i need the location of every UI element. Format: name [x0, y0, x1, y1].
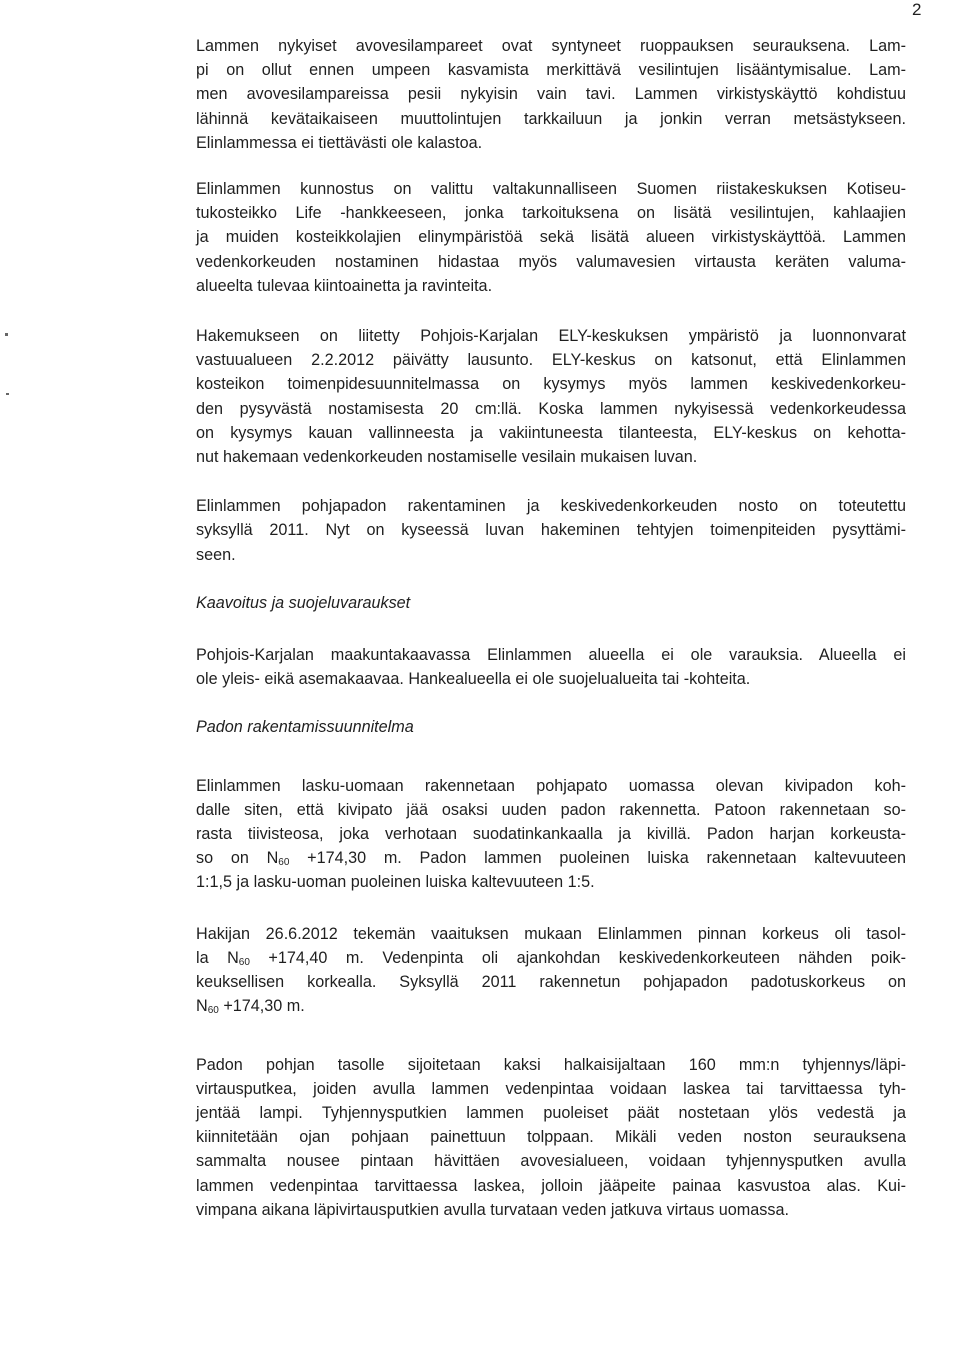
- section-heading-dam-plan: Padon rakentamissuunnitelma: [196, 718, 414, 737]
- text-line: syksyllä 2011. Nyt on kyseessä luvan hakeminen tehtyjen toimenpiteiden pysyttämi-: [196, 521, 906, 540]
- paragraph-lake-current-state: [196, 34, 906, 155]
- text-line: sammalta nousee pintaan hävittäen avovesialueen, voidaan tyhjennysputken avulla: [196, 1152, 906, 1171]
- text-line: pi on ollut ennen umpeen kasvamista merkittävä vesilintujen lisääntymisalue. Lam-: [196, 61, 906, 80]
- paragraph-levelling: [196, 922, 906, 1019]
- text-line: vedenkorkeuden nostaminen hidastaa myös valumavesien virtausta keräten valuma-: [196, 252, 906, 271]
- page-number: 2: [912, 0, 922, 19]
- text-line: ole yleis- eikä asemakaavaa. Hankealueella ei ole suojelualueita tai -kohteita.: [196, 670, 751, 689]
- text-line: Elinlammen kunnostus on valittu valtakunnalliseen Suomen riistakeskuksen Kotiseu-: [196, 180, 906, 199]
- text-line: Hakijan 26.6.2012 tekemän vaaituksen mukaan Elinlammen pinnan korkeus oli tasol-: [196, 924, 906, 943]
- paragraph-ely-statement: [196, 324, 906, 469]
- text-line: nut hakemaan vedenkorkeuden nostamiselle vesilain mukaisen luvan.: [196, 448, 698, 467]
- text-line: Elinlammen lasku-uomaan rakennetaan pohjapato uomassa olevan kivipadon koh-: [196, 776, 906, 795]
- text-line: Pohjois-Karjalan maakuntakaavassa Elinlammen alueella ei ole varauksia. Alueella ei: [196, 646, 906, 665]
- text-line: den pysyvästä nostamisesta 20 cm:llä. Koska lammen nykyisessä vedenkorkeudessa: [196, 399, 906, 418]
- text-line: rasta tiivisteosa, joka verhotaan suodatinkankaalla ja kivillä. Padon harjan korkeusta-: [196, 825, 906, 844]
- text-line: ja muiden kosteikkolajien elinympäristöä sekä lisätä alueen virkistyskäyttöä. Lammen: [196, 228, 906, 247]
- text-line: so on $N_{60} +174,30$ m. Padon lammen puoleinen luiska rakennetaan kaltevuuteen: [196, 849, 906, 869]
- scan-speck: [5, 333, 8, 336]
- text-line: Padon pohjan tasolle sijoitetaan kaksi halkaisijaltaan 160 mm:n tyhjennys/läpi-: [196, 1055, 906, 1074]
- section-heading-zoning: Kaavoitus ja suojeluvaraukset: [196, 593, 411, 612]
- text-line: vimpana aikana läpivirtausputkien avulla turvataan veden jatkuva virtaus uomassa.: [196, 1200, 789, 1219]
- text-line: seen.: [196, 545, 236, 564]
- text-line: jentää lampi. Tyhjennysputkien lammen puoleiset päät nostetaan ylös vedestä ja: [196, 1103, 906, 1122]
- text-line: Lammen nykyiset avovesilampareet ovat syntyneet ruoppauksen seurauksena. Lam-: [196, 37, 906, 55]
- text-line: men avovesilampareissa pesii nykyisin vain tavi. Lammen virkistyskäyttö kohdistuu: [196, 85, 906, 104]
- text-line: keuksellisen korkealla. Syksyllä 2011 rakennetun pohjapadon padotuskorkeus on: [196, 973, 906, 992]
- text-line: on kysymys kauan vallinneesta ja vakiintuneesta tilanteesta, ELY-keskus on kehotta-: [196, 423, 906, 442]
- paragraph-dam-plan: [196, 774, 906, 895]
- text-line: Hakemukseen on liitetty Pohjois-Karjalan ELY-keskuksen ympäristö ja luonnonvarat: [196, 327, 906, 346]
- paragraph-dam-construction-done: [196, 494, 906, 567]
- text-line: $N_{60} +174,30$ m.: [196, 997, 305, 1017]
- text-line: lammen vedenpintaa tarvittaessa laskea, jolloin jääpeite painaa kasvustoa alas. Kui-: [196, 1176, 906, 1195]
- text-line: virtausputkea, joiden avulla lammen vedenpintaa voidaan laskea tai tarvittaessa tyh-: [196, 1079, 906, 1098]
- text-line: kosteikon toimenpidesuunnitelmassa on kysymys myös lammen keskivedenkorkeu-: [196, 375, 906, 394]
- text-line: lähinnä kevätaikaiseen muuttolintujen tarkkailuun ja jonkin verran metsästykseen.: [196, 109, 906, 128]
- text-line: dalle siten, että kivipato jää osaksi uuden padon rakennetta. Patoon rakennetaan so-: [196, 800, 906, 819]
- text-line: kiinnitetään ojan pohjaan painettuun tolppaan. Mikäli veden noston seurauksena: [196, 1128, 906, 1147]
- paragraph-drain-pipes: [196, 1053, 906, 1222]
- scan-speck: [6, 393, 9, 395]
- text-line: la $N_{60} +174,40$ m. Vedenpinta oli ajankohdan keskivedenkorkeuteen nähden poik-: [196, 948, 906, 968]
- text-line: 1:1,5 ja lasku-uoman puoleinen luiska kaltevuuteen 1:5.: [196, 873, 595, 892]
- text-line: tukosteikko Life -hankkeeseen, jonka tarkoituksena on lisätä vesilintujen, kahlaajien: [196, 204, 906, 223]
- text-line: vastuualueen 2.2.2012 päivätty lausunto. ELY-keskus on katsonut, että Elinlammen: [196, 351, 906, 370]
- text-line: Elinlammen pohjapadon rakentaminen ja keskivedenkorkeuden nosto on toteutettu: [196, 497, 906, 516]
- paragraph-zoning: [196, 643, 906, 691]
- document-body: [196, 34, 906, 1222]
- text-line: Elinlammessa ei tiettävästi ole kalastoa.: [196, 133, 483, 152]
- text-line: alueelta tulevaa kiintoainetta ja ravinteita.: [196, 276, 493, 295]
- paragraph-restoration-project: [196, 177, 906, 298]
